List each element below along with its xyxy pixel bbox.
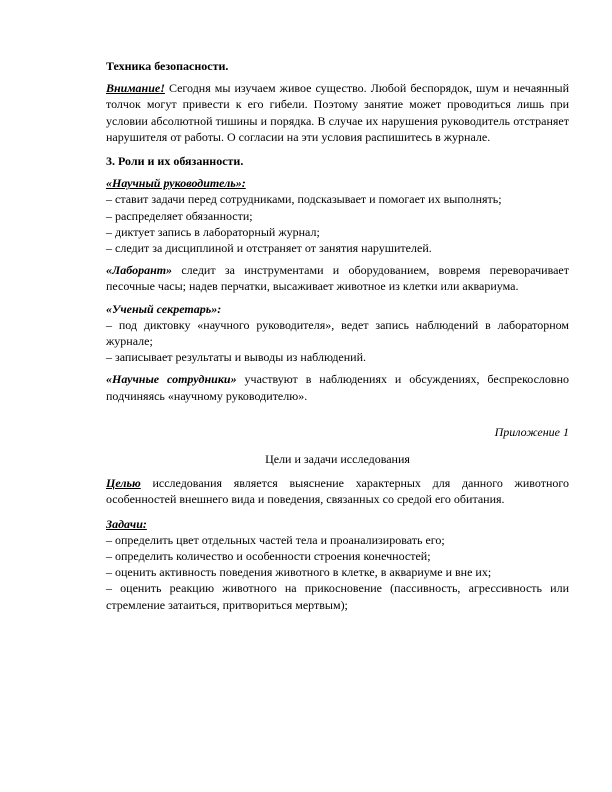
appendix-label: Приложение 1 — [494, 424, 569, 439]
appendix-title: Цели и задачи исследования — [265, 452, 410, 467]
staff-paragraph — [106, 371, 569, 403]
goal-text: исследования является выяснение характерных для данного животного особенностей внешнего вида и поведения, связанных со средой его обитания. — [106, 476, 569, 507]
goal-label: Целью — [106, 476, 141, 491]
attention-label: Внимание! — [106, 81, 165, 96]
leader-item: – ставит задачи перед сотрудниками, подсказывает и помогает их выполнять; — [106, 192, 502, 207]
secretary-title: «Ученый секретарь»: — [106, 301, 222, 316]
leader-item: – диктует запись в лабораторный журнал; — [106, 224, 320, 239]
goal-paragraph — [106, 475, 569, 507]
tasks-label: Задачи: — [106, 516, 147, 531]
document-body — [106, 58, 569, 613]
task-item: – определить цвет отдельных частей тела и проанализировать его; — [106, 532, 445, 547]
staff-text: участвуют в наблюдениях и обсуждениях, беспрекословно подчиняясь «научному руководителю». — [106, 372, 569, 403]
staff-title: «Научные сотрудники» — [106, 372, 237, 387]
task-item: – определить количество и особенности строения конечностей; — [106, 549, 431, 564]
leader-title: «Научный руководитель»: — [106, 176, 246, 191]
task-item: – оценить реакцию животного на прикосновение (пассивность, агрессивность или стремление затаиться, притвориться мертвым); — [106, 581, 569, 612]
secretary-item: – записывает результаты и выводы из наблюдений. — [106, 350, 367, 365]
leader-item: – распределяет обязанности; — [106, 208, 253, 223]
attention-text: Сегодня мы изучаем живое существо. Любой беспорядок, шум и нечаянный толчок могут привести к его гибели. Поэтому занятие может проводиться лишь при условии абсолютной тишины и порядка. В случае их нарушения руководитель отстраняет нарушителя от работы. О согласии на эти условия распишитесь в журнале. — [106, 81, 569, 144]
safety-heading: Техника безопасности. — [106, 59, 229, 73]
leader-item: – следит за дисциплиной и отстраняет от занятия нарушителей. — [106, 241, 432, 256]
task-item: – оценить активность поведения животного в клетке, в аквариуме и вне их; — [106, 565, 492, 580]
safety-paragraph — [106, 80, 569, 145]
roles-heading: 3. Роли и их обязанности. — [106, 154, 244, 169]
lab-paragraph — [106, 262, 569, 294]
secretary-item: – под диктовку «научного руководителя», ведет запись наблюдений в лабораторном журнале; — [106, 317, 569, 349]
lab-text: следит за инструментами и оборудованием, вовремя переворачивает песочные часы; надев перчатки, высаживает животное из клетки или аквариума. — [106, 263, 569, 294]
lab-title: «Лаборант» — [106, 263, 173, 278]
